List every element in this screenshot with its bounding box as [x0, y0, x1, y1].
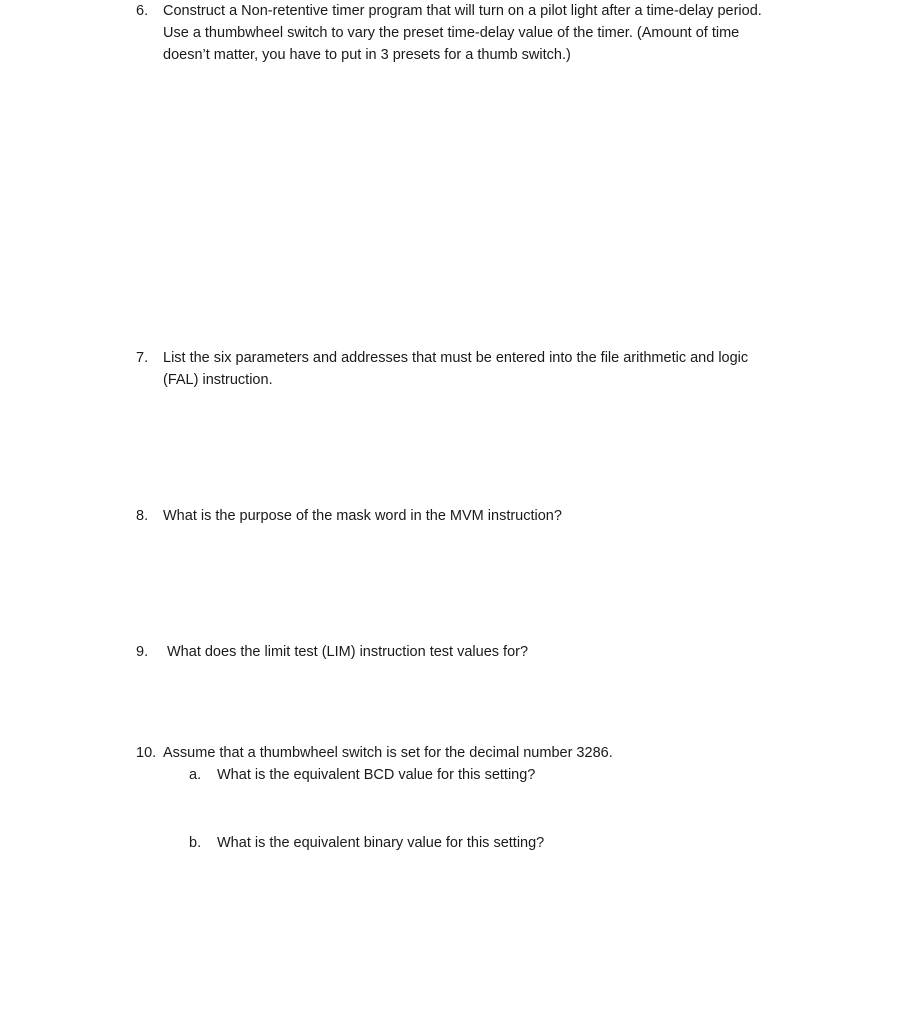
- question-number: 6.: [136, 3, 149, 19]
- question-number: 8.: [136, 508, 149, 524]
- question-line: What does the limit test (LIM) instruction test values for?: [167, 644, 529, 660]
- question-7: [136, 347, 836, 391]
- question-number: 10.: [136, 745, 157, 761]
- question-line: Use a thumbwheel switch to vary the preset time-delay value of the timer. (Amount of time: [163, 25, 740, 41]
- sub-question-label: b.: [189, 835, 202, 851]
- question-10b: [189, 832, 789, 854]
- question-10: [136, 742, 836, 764]
- question-line: doesn’t matter, you have to put in 3 presets for a thumb switch.): [163, 47, 571, 63]
- question-text: [163, 742, 836, 764]
- question-number: 9.: [136, 644, 149, 660]
- question-line: List the six parameters and addresses that must be entered into the file arithmetic and logic: [163, 350, 749, 366]
- question-text: [167, 641, 836, 663]
- question-10a: [189, 764, 789, 786]
- question-8: [136, 505, 836, 527]
- sub-question-text: What is the equivalent binary value for this setting?: [217, 835, 545, 851]
- question-text: [163, 347, 836, 391]
- question-line: (FAL) instruction.: [163, 372, 273, 388]
- sub-question-label: a.: [189, 767, 202, 783]
- question-number: 7.: [136, 350, 149, 366]
- question-9: [136, 641, 836, 663]
- question-text: [163, 0, 836, 66]
- sub-question-text: What is the equivalent BCD value for this setting?: [217, 767, 536, 783]
- question-text: [163, 505, 836, 527]
- question-6: [136, 0, 836, 66]
- question-line: Construct a Non-retentive timer program that will turn on a pilot light after a time-delay period.: [163, 3, 762, 19]
- question-line: Assume that a thumbwheel switch is set for the decimal number 3286.: [163, 745, 613, 761]
- question-line: What is the purpose of the mask word in the MVM instruction?: [163, 508, 562, 524]
